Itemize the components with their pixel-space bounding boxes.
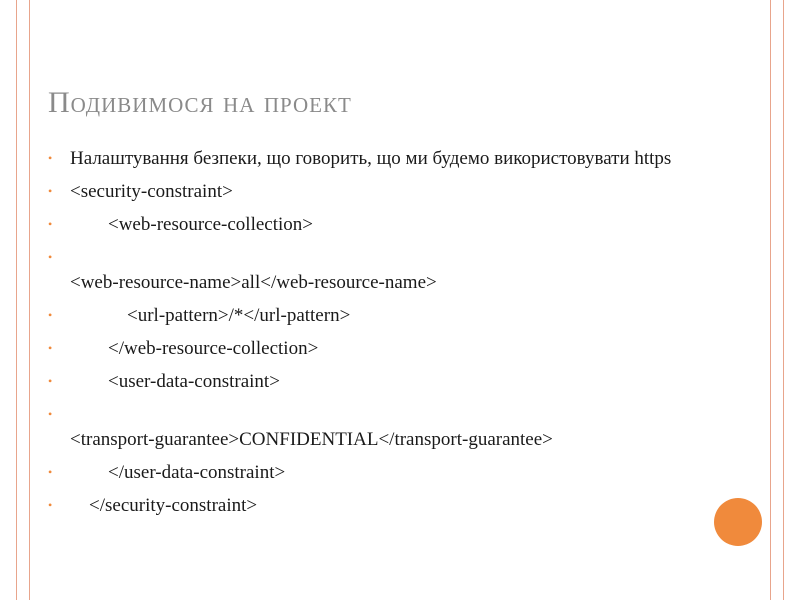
- bullet-icon: •: [48, 151, 53, 165]
- list-item: [48, 245, 738, 295]
- list-item: [48, 460, 738, 485]
- list-item-text: <web-resource-name>all</web-resource-name>: [70, 272, 437, 293]
- bullet-list: [48, 146, 738, 526]
- bullet-icon: •: [48, 250, 53, 264]
- list-item-text: <transport-guarantee>CONFIDENTIAL</transport-guarantee>: [70, 429, 553, 450]
- bullet-icon: •: [48, 341, 53, 355]
- list-item: [48, 212, 738, 237]
- bullet-icon: •: [48, 465, 53, 479]
- decorative-line-right-outer: [783, 0, 784, 600]
- list-item: [48, 369, 738, 394]
- list-item: [48, 303, 738, 328]
- list-item: [48, 493, 738, 518]
- bullet-icon: •: [48, 308, 53, 322]
- list-item-text: <security-constraint>: [70, 181, 233, 202]
- slide-title: Подивимося на проект: [48, 86, 352, 119]
- list-item-text: <web-resource-collection>: [70, 214, 314, 235]
- list-item-text: <user-data-constraint>: [70, 371, 280, 392]
- list-item: [48, 179, 738, 204]
- list-item-text: </web-resource-collection>: [70, 338, 319, 359]
- bullet-icon: •: [48, 184, 53, 198]
- bullet-icon: •: [48, 374, 53, 388]
- decorative-line-left-outer: [16, 0, 17, 600]
- list-item: [48, 146, 738, 171]
- bullet-icon: •: [48, 498, 53, 512]
- list-item-text: </security-constraint>: [70, 495, 258, 516]
- decorative-line-left-inner: [29, 0, 30, 600]
- list-item-text: Налаштування безпеки, що говорить, що ми будемо використовувати https: [70, 148, 672, 169]
- list-item-text: <url-pattern>/*</url-pattern>: [70, 305, 351, 326]
- list-item: [48, 402, 738, 452]
- decorative-line-right-inner: [770, 0, 771, 600]
- list-item: [48, 336, 738, 361]
- bullet-icon: •: [48, 407, 53, 421]
- list-item-text: </user-data-constraint>: [70, 462, 286, 483]
- bullet-icon: •: [48, 217, 53, 231]
